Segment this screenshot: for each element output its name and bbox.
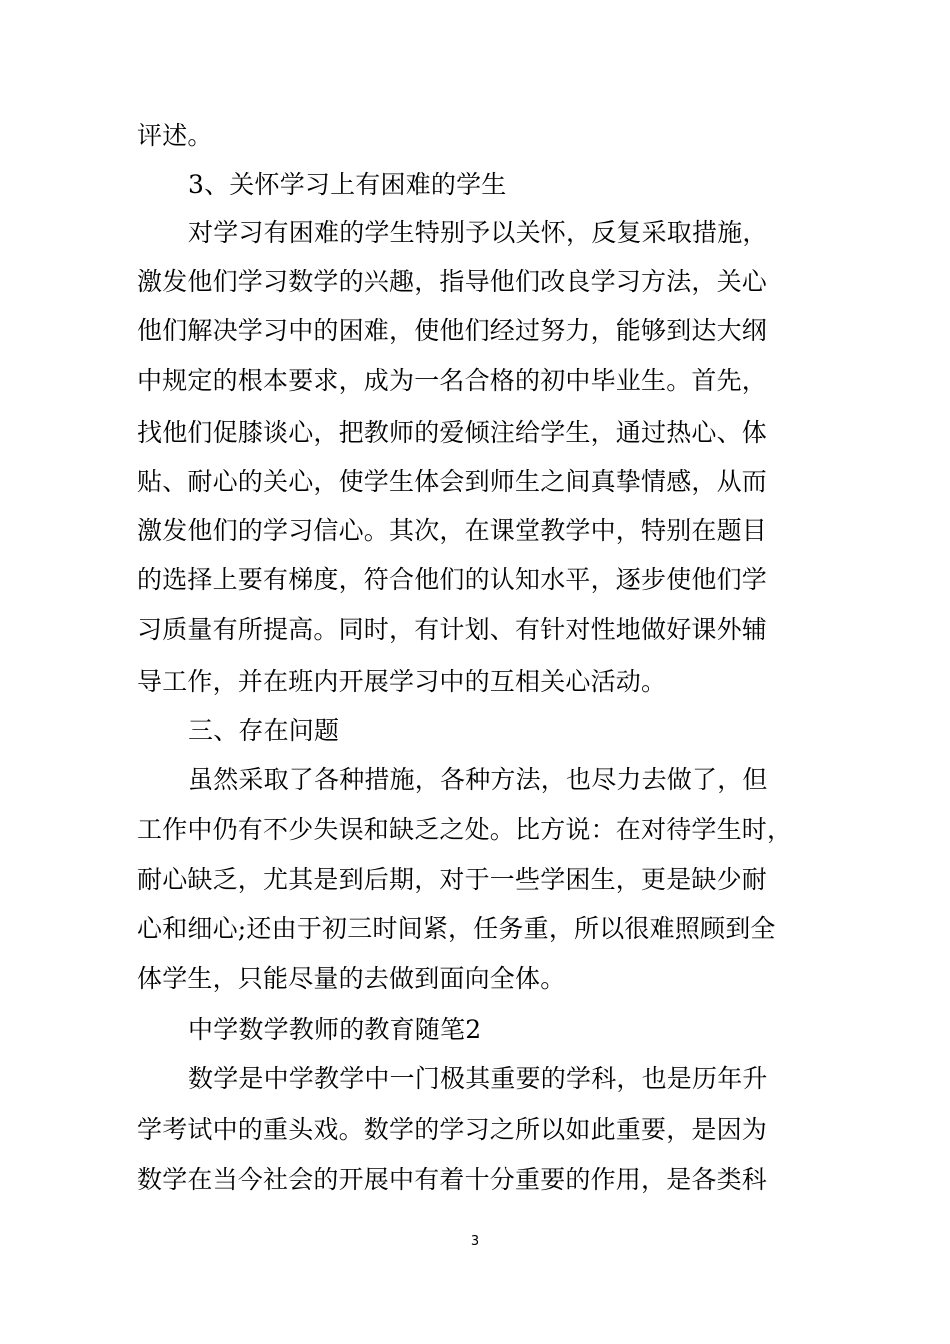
paragraph-line: 激发他们学习数学的兴趣，指导他们改良学习方法，关心 bbox=[137, 267, 768, 296]
paragraph-line: 数学在当今社会的开展中有着十分重要的作用，是各类科 bbox=[137, 1165, 768, 1194]
paragraph-line: 对学习有困难的学生特别予以关怀，反复采取措施， bbox=[188, 218, 768, 247]
paragraph-line: 耐心缺乏，尤其是到后期，对于一些学困生，更是缺少耐 bbox=[137, 865, 768, 894]
paragraph-line: 他们解决学习中的困难，使他们经过努力，能够到达大纲 bbox=[137, 316, 768, 345]
section-heading: 三、存在问题 bbox=[188, 716, 340, 745]
page-number: 3 bbox=[470, 1234, 480, 1249]
paragraph-line: 心和细心;还由于初三时间紧，任务重，所以很难照顾到全 bbox=[137, 914, 776, 943]
paragraph-line: 贴、耐心的关心，使学生体会到师生之间真挚情感，从而 bbox=[137, 467, 768, 496]
text-line: 评述。 bbox=[137, 121, 213, 150]
paragraph-line: 虽然采取了各种措施，各种方法，也尽力去做了，但 bbox=[188, 765, 768, 794]
paragraph-line: 数学是中学教学中一门极其重要的学科，也是历年升 bbox=[188, 1064, 768, 1093]
paragraph-line: 工作中仍有不少失误和缺乏之处。比方说：在对待学生时， bbox=[137, 815, 793, 844]
paragraph-line: 的选择上要有梯度，符合他们的认知水平，逐步使他们学 bbox=[137, 565, 768, 594]
paragraph-line: 导工作，并在班内开展学习中的互相关心活动。 bbox=[137, 667, 667, 696]
paragraph-line: 找他们促膝谈心，把教师的爱倾注给学生，通过热心、体 bbox=[137, 418, 768, 447]
paragraph-line: 习质量有所提高。同时，有计划、有针对性地做好课外辅 bbox=[137, 615, 768, 644]
section-heading: 3、关怀学习上有困难的学生 bbox=[188, 170, 507, 199]
section-title: 中学数学教师的教育随笔2 bbox=[188, 1015, 482, 1044]
paragraph-line: 体学生，只能尽量的去做到面向全体。 bbox=[137, 964, 566, 993]
paragraph-line: 激发他们的学习信心。其次，在课堂教学中，特别在题目 bbox=[137, 516, 768, 545]
paragraph-line: 学考试中的重头戏。数学的学习之所以如此重要，是因为 bbox=[137, 1115, 768, 1144]
paragraph-line: 中规定的根本要求，成为一名合格的初中毕业生。首先， bbox=[137, 366, 768, 395]
